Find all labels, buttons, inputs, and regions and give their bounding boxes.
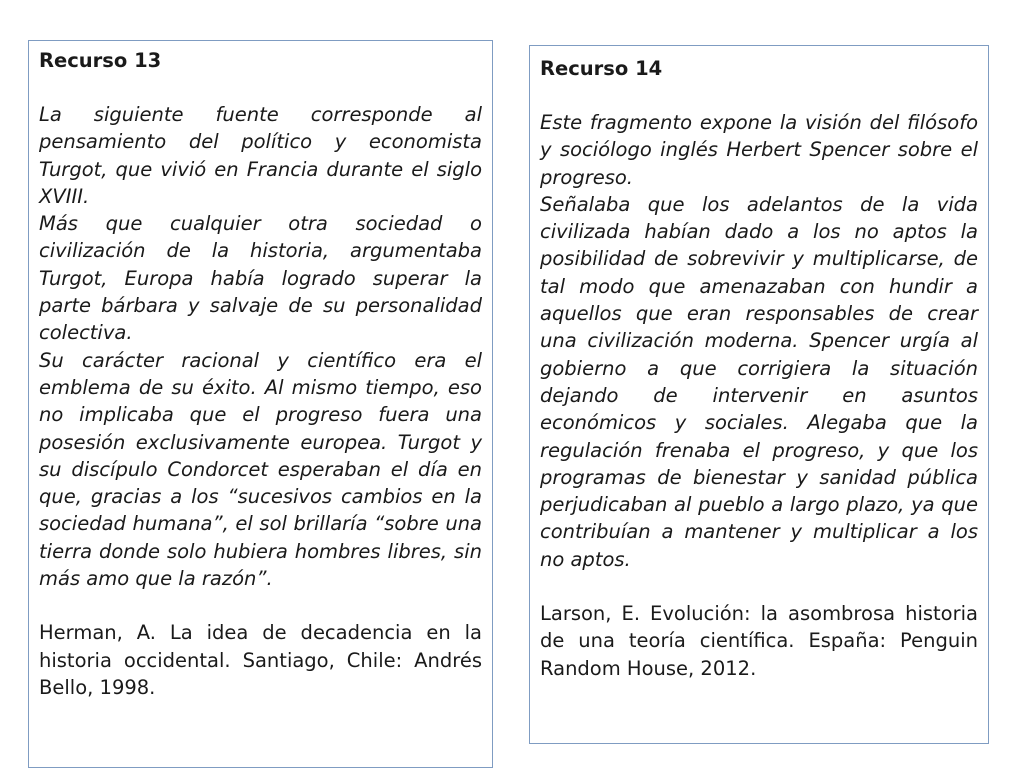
recurso-13-paragraph: Más que cualquier otra sociedad o civilización de la historia, argumentaba Turgot, Europa había logrado superar la parte bárbara y salvaje de su personalidad colectiva. [39, 212, 482, 345]
recurso-14-paragraph: Señalaba que los adelantos de la vida civilizada habían dado a los no aptos la posibilidad de sobrevivir y multiplicarse, de tal modo que amenazaban con hundir a aquellos que eran responsables de crear una civilización moderna. Spencer urgía al gobierno a que corrigiera la situación dejando de intervenir en asuntos económicos y sociales. Alegaba que la regulación frenaba el progreso, y que los programas de bienestar y sanidad pública perjudicaban al pueblo a largo plazo, ya que contribuían a mantener y multiplicar a los no aptos. [540, 192, 978, 571]
recurso-13-panel [28, 40, 493, 768]
recurso-14-panel [529, 45, 989, 744]
recurso-13-intro: La siguiente fuente corresponde al pensamiento del político y economista Turgot, que vivió en Francia durante el siglo XVIII. [39, 103, 482, 208]
recurso-14-intro: Este fragmento expone la visión del filósofo y sociólogo inglés Herbert Spencer sobre el progreso. [540, 111, 978, 189]
recurso-14-title: Recurso 14 [540, 57, 663, 80]
recurso-13-reference: Herman, A. La idea de decadencia en la historia occidental. Santiago, Chile: Andrés Bello, 1998. [39, 621, 482, 699]
recurso-13-title: Recurso 13 [39, 49, 162, 72]
recurso-14-reference: Larson, E. Evolución: la asombrosa historia de una teoría científica. España: Penguin Random House, 2012. [540, 602, 978, 680]
recurso-13-paragraph: Su carácter racional y científico era el emblema de su éxito. Al mismo tiempo, eso no implicaba que el progreso fuera una posesión exclusivamente europea. Turgot y su discípulo Condorcet esperaban el día en que, gracias a los “sucesivos cambios en la sociedad humana”, el sol brillaría “sobre una tierra donde solo hubiera hombres libres, sin más amo que la razón”. [39, 348, 482, 591]
